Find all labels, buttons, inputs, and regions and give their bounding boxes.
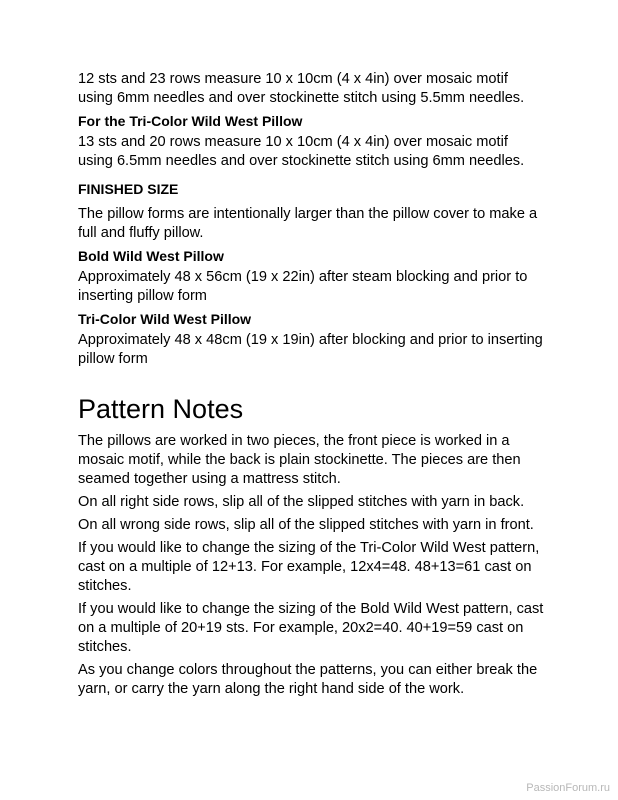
pattern-note: As you change colors throughout the patterns, you can either break the yarn, or carry the yarn along the right hand side of the work. <box>78 662 538 697</box>
tricolor-pillow-size: Approximately 48 x 48cm (19 x 19in) after blocking and prior to inserting pillow form <box>78 332 543 367</box>
pattern-note: If you would like to change the sizing of the Bold Wild West pattern, cast on a multiple of 20+19 sts. For example, 20x2=40. 40+19=59 cast on stitches. <box>78 601 544 655</box>
tricolor-pillow-heading: Tri-Color Wild West Pillow <box>78 311 252 327</box>
pattern-note: If you would like to change the sizing of the Tri-Color Wild West pattern, cast on a multiple of 12+13. For example, 12x4=48. 48+13=61 cast on stitches. <box>78 540 540 594</box>
pattern-note: On all right side rows, slip all of the slipped stitches with yarn in back. <box>78 494 525 510</box>
gauge-tricolor-text: 13 sts and 20 rows measure 10 x 10cm (4 x 4in) over mosaic motif using 6.5mm needles and over stockinette stitch using 6mm needles. <box>78 134 525 169</box>
gauge-tricolor-heading: For the Tri-Color Wild West Pillow <box>78 113 303 129</box>
pattern-notes-heading: Pattern Notes <box>78 394 244 424</box>
bold-pillow-size: Approximately 48 x 56cm (19 x 22in) after steam blocking and prior to inserting pillow form <box>78 269 528 304</box>
pattern-notes-body <box>78 432 546 699</box>
document-page <box>78 70 546 703</box>
finished-size-intro: The pillow forms are intentionally larger than the pillow cover to make a full and fluffy pillow. <box>78 206 538 241</box>
finished-size-heading: FINISHED SIZE <box>78 181 179 197</box>
pattern-note: On all wrong side rows, slip all of the slipped stitches with yarn in front. <box>78 517 534 533</box>
watermark-text: PassionForum.ru <box>526 782 610 794</box>
bold-pillow-heading: Bold Wild West Pillow <box>78 248 224 264</box>
pattern-note: The pillows are worked in two pieces, the front piece is worked in a mosaic motif, while the back is plain stockinette. The pieces are then seamed together using a mattress stitch. <box>78 433 521 487</box>
gauge-bold-text: 12 sts and 23 rows measure 10 x 10cm (4 x 4in) over mosaic motif using 6mm needles and over stockinette stitch using 5.5mm needles. <box>78 71 525 106</box>
